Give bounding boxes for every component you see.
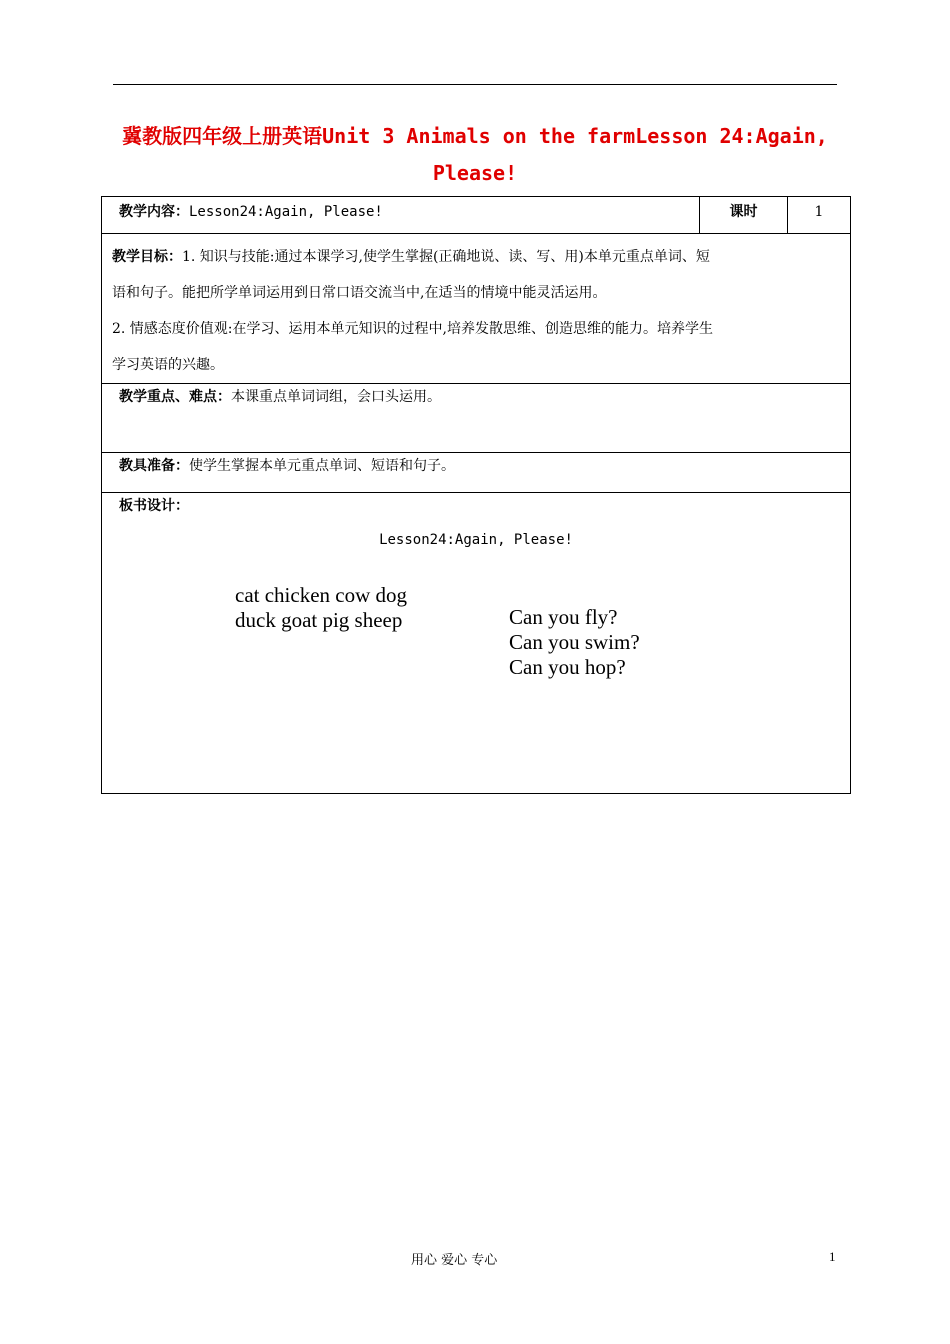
question-fly: Can you fly? [509, 605, 618, 629]
key-points-cell [102, 384, 851, 453]
title-line-2: Please! [432, 161, 518, 185]
content-label: 教学内容： [119, 204, 189, 220]
goals-cell [102, 234, 851, 384]
document-title [100, 118, 850, 192]
question-hop: Can you hop? [509, 655, 626, 679]
goals-item1-a: 1. 知识与技能:通过本课学习,使学生掌握(正确地说、读、写、用)本单元重点单词、短 [182, 249, 710, 265]
content-row [102, 197, 851, 234]
goals-item2-a: 2. 情感态度价值观:在学习、运用本单元知识的过程中,培养发散思维、创造思维的能力。培养学生 [112, 321, 713, 337]
key-points-label: 教学重点、难点： [119, 389, 231, 405]
hours-label: 课时 [700, 197, 788, 234]
preparation-row [102, 453, 851, 493]
footer-motto: 用心 爱心 专心 [411, 1253, 498, 1268]
board-cell [102, 493, 851, 794]
key-points-value: 本课重点单词词组，会口头运用。 [231, 389, 441, 405]
content-value: Lesson24:Again, Please! [189, 204, 383, 220]
board-words [235, 583, 407, 633]
board-title: Lesson24:Again, Please! [379, 532, 573, 548]
header-rule [113, 84, 837, 85]
question-swim: Can you swim? [509, 630, 640, 654]
lesson-plan-table [101, 196, 851, 794]
preparation-cell [102, 453, 851, 493]
words-line-2: duck goat pig sheep [235, 608, 403, 632]
preparation-value: 使学生掌握本单元重点单词、短语和句子。 [189, 458, 455, 474]
goals-row [102, 234, 851, 384]
goals-item1-b: 语和句子。能把所学单词运用到日常口语交流当中,在适当的情境中能灵活运用。 [112, 285, 607, 301]
preparation-label: 教具准备： [119, 458, 189, 474]
content-cell [102, 197, 700, 234]
goals-item2-b: 学习英语的兴趣。 [112, 357, 224, 373]
board-label: 板书设计： [119, 498, 189, 514]
page-number: 1 [829, 1249, 836, 1264]
title-line-1: 冀教版四年级上册英语Unit 3 Animals on the farmLesson 24:Again, [122, 124, 828, 148]
board-questions [509, 605, 640, 680]
key-points-row [102, 384, 851, 453]
goals-label: 教学目标： [112, 249, 182, 265]
board-row [102, 493, 851, 794]
words-line-1: cat chicken cow dog [235, 583, 408, 607]
hours-value: 1 [788, 197, 851, 234]
